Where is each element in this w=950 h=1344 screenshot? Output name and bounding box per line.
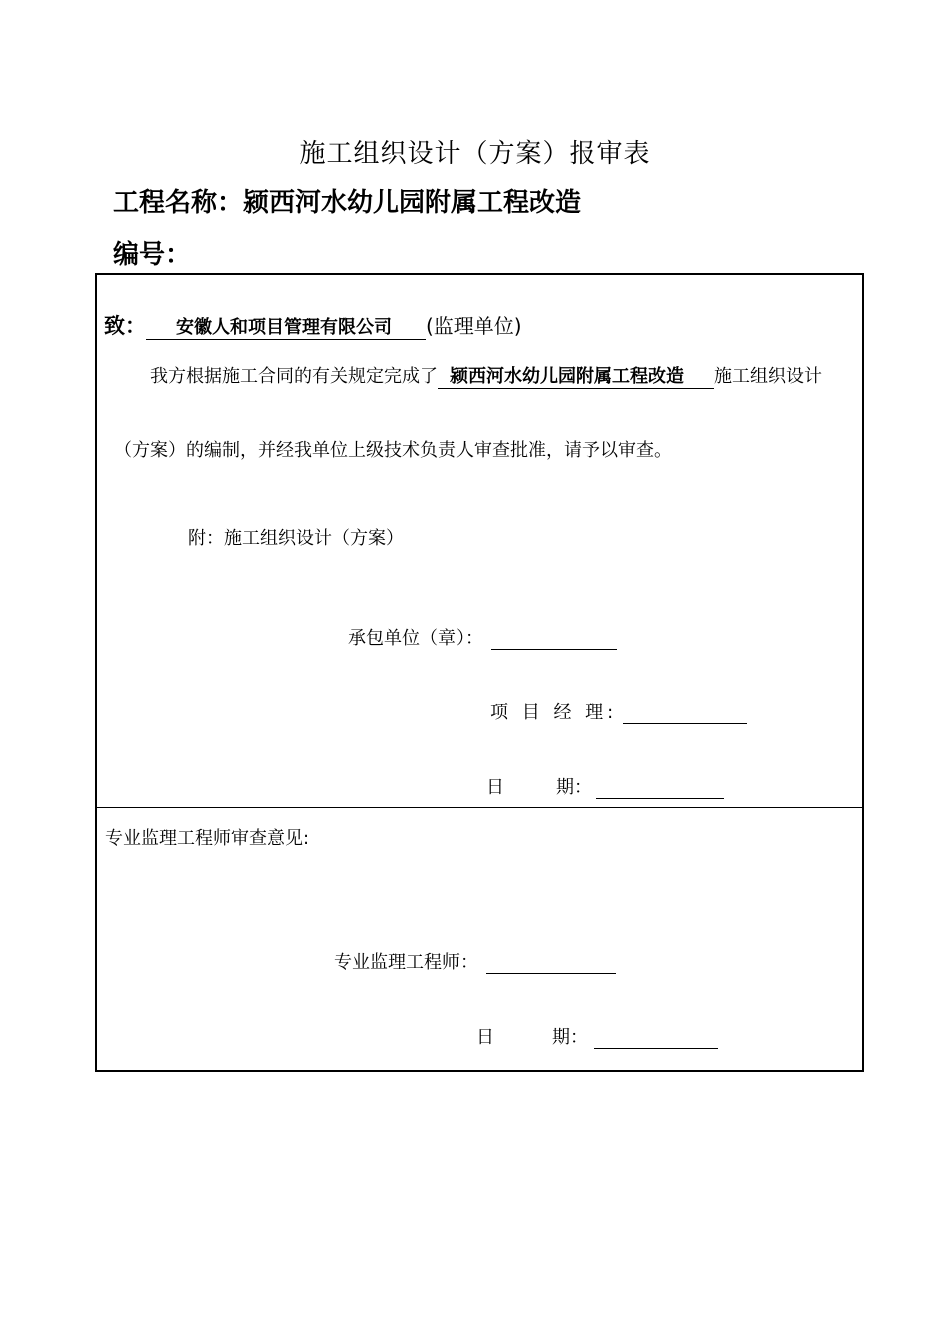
- date-field-2[interactable]: [594, 1028, 718, 1049]
- review-opinion-label: 专业监理工程师审查意见:: [105, 828, 310, 849]
- body-prefix: 我方根据施工合同的有关规定完成了: [150, 366, 438, 387]
- date-label-period: 期：: [556, 777, 592, 798]
- date-label-day-2: 日: [476, 1027, 494, 1048]
- contractor-label: 承包单位（章）：: [348, 628, 483, 649]
- to-label: 致：: [104, 314, 146, 338]
- supervisor-suffix: (监理单位): [426, 314, 522, 338]
- date-label-day: 日: [486, 777, 504, 798]
- addressee-line: [104, 310, 522, 340]
- engineer-label: 专业监理工程师：: [334, 952, 478, 973]
- section-divider: [97, 807, 862, 808]
- engineer-line: [334, 948, 616, 974]
- body-suffix: 施工组织设计: [714, 366, 822, 387]
- manager-signature-field[interactable]: [623, 703, 747, 724]
- body-line-2: （方案）的编制，并经我单位上级技术负责人审查批准，请予以审查。: [114, 440, 672, 461]
- date-field-1[interactable]: [596, 778, 724, 799]
- body-project-name: 颍西河水幼儿园附属工程改造: [438, 362, 714, 389]
- date-line-2: [476, 1023, 718, 1049]
- manager-line: [490, 698, 747, 724]
- date-label-period-2: 期：: [552, 1027, 588, 1048]
- attachment-line: 附：施工组织设计（方案）: [188, 528, 404, 549]
- project-name-label: 工程名称：: [113, 188, 244, 218]
- date-line-1: [486, 773, 724, 799]
- number-label: 编号：: [113, 240, 192, 270]
- supervisor-company: 安徽人和项目管理有限公司: [146, 313, 426, 340]
- contractor-line: [348, 624, 617, 650]
- manager-label: 项 目 经 理:: [490, 702, 618, 723]
- page-title: 施工组织设计（方案）报审表: [299, 139, 651, 169]
- project-name-value: 颍西河水幼儿园附属工程改造: [243, 188, 582, 218]
- engineer-signature-field[interactable]: [486, 953, 616, 974]
- body-line-1: [150, 362, 822, 389]
- project-name-line: [113, 182, 581, 219]
- contractor-signature-field[interactable]: [491, 629, 617, 650]
